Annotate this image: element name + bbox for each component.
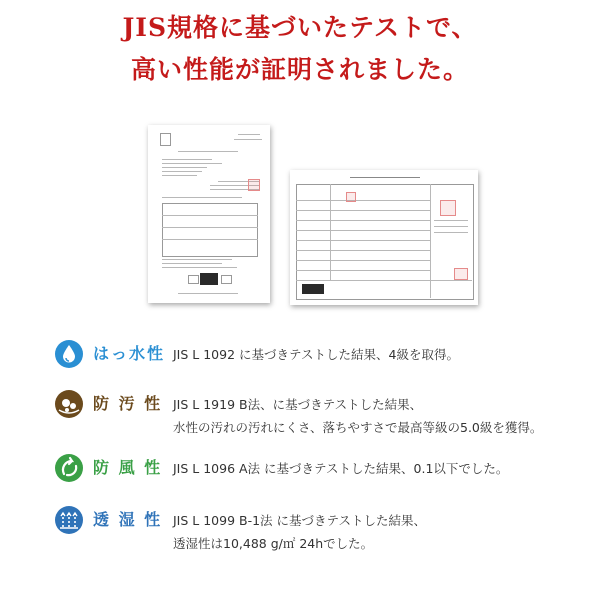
stain-icon	[55, 390, 83, 418]
test-report-document-image	[290, 170, 478, 305]
feature-label: 防 風 性	[93, 458, 163, 477]
feature-description: JIS L 1919 B法、に基づきテストした結果、 水性の汚れの汚れにくさ、落ちやすさで最高等級の5.0級を獲得。	[173, 397, 543, 435]
certificate-document-image	[148, 125, 270, 303]
water-drop-icon	[55, 340, 83, 368]
headline-line-1: JIS規格に基づいたテストで、	[122, 13, 478, 42]
feature-description: JIS L 1092 に基づきテストした結果、4級を取得。	[173, 347, 459, 362]
feature-label: 防 汚 性	[93, 394, 163, 413]
headline-line-2: 高い性能が証明されました。	[130, 55, 469, 84]
wind-icon	[55, 454, 83, 482]
moisture-icon	[55, 506, 83, 534]
feature-description: JIS L 1096 A法 に基づきテストした結果、0.1以下でした。	[173, 461, 509, 476]
feature-label: 透 湿 性	[93, 510, 163, 529]
feature-description: JIS L 1099 B-1法 に基づきテストした結果、 透湿性は10,488 g/㎡ 24hでした。	[173, 513, 427, 551]
feature-label: はっ水性	[93, 344, 166, 363]
